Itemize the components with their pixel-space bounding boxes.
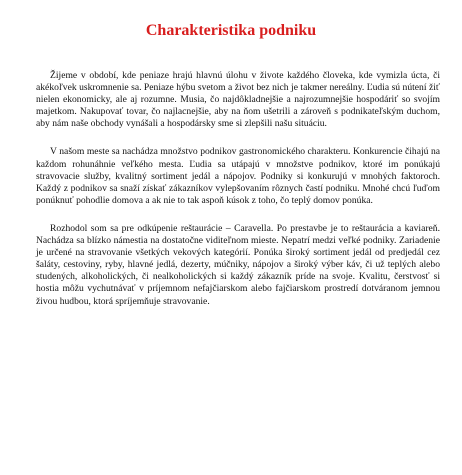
paragraph-intro: Žijeme v období, kde peniaze hrajú hlavnú úlohu v živote každého človeka, kde vymizla úcta, či akékoľvek uskromnenie sa. Peniaze hýbu svetom a život bez nich je takmer nereálny. Ľudia sú nútení žiť nielen ekonomicky, ale aj rozumne. Musia, čo najdôkladnejšie a najrozumnejšie hospodáriť so svojím majetkom. Nakupovať tovar, čo najlacnejšie, aby na ňom ušetrili a zároveň s podnikateľským duchom, aby nám naše obchody vynášali a hospodársky sme si zlepšili našu situáciu.: [36, 70, 440, 130]
document-body: [36, 70, 440, 324]
paragraph-competition: V našom meste sa nachádza množstvo podnikov gastronomického charakteru. Konkurencie čihajú na každom rohunáhnie veľkého mesta. Ľudia sa utápajú v množstve podnikov, ktoré im ponúkajú stravovacie služby, kvalitný sortiment jedál a nápojov. Podniky si konkurujú v mnohých faktoroch. Každý z podnikov sa snaží získať zákazníkov vylepšovaním rôznych častí podniku. Mnohé chcú ľuďom ponúknuť pohodlie domova a ak nie to tak aspoň kúsok z toho, čo teplý domov ponúka.: [36, 146, 440, 206]
paragraph-restaurant: Rozhodol som sa pre odkúpenie reštaurácie – Caravella. Po prestavbe je to reštaurácia a kaviareň. Nachádza sa blízko námestia na dostatočne viditeľnom mieste. Nepatrí medzi veľké podniky. Zariadenie je určené na stravovanie všetkých vekových kategórií. Ponúka široký sortiment jedál od predjedál cez šaláty, cestoviny, ryby, hlavné jedlá, dezerty, múčniky, nápojov a široký výber káv, či už teplých alebo studených, alkoholických, či nealkoholických si každý zákazník príde na svoje. Kvalitu, čerstvosť si hostia môžu vychutnávať v príjemnom nefajčiarskom alebo fajčiarskom prostredí dotváranom jemnou živou hudbou, ktorá spríjemňuje stravovanie.: [36, 222, 440, 307]
document-title: Charakteristika podniku: [145, 22, 317, 39]
